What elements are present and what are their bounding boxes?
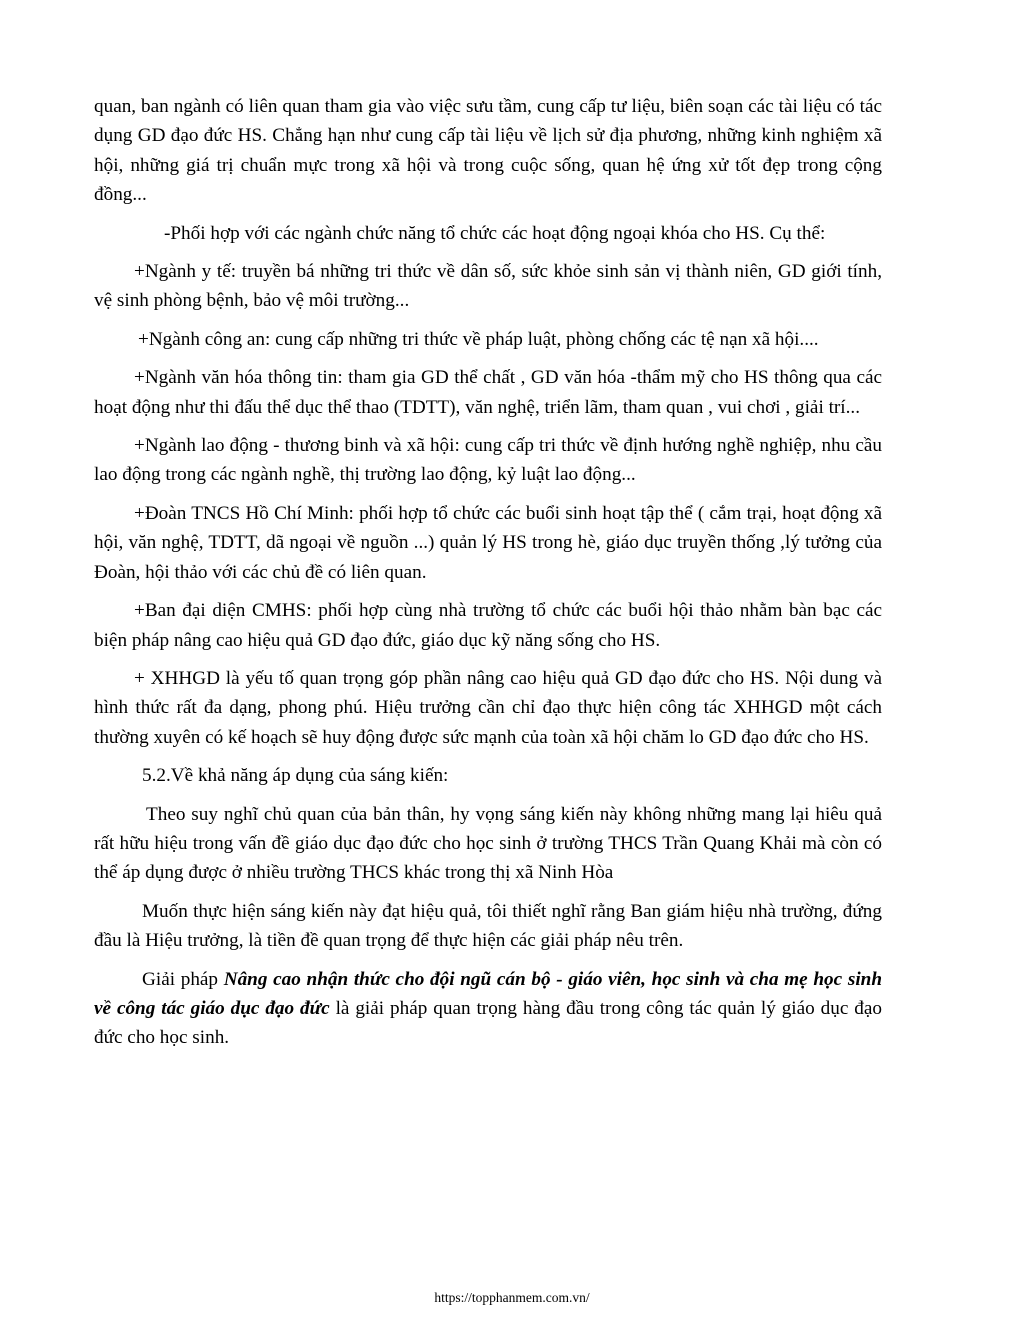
key-solution-lead: Giải pháp	[142, 968, 224, 990]
key-solution-emphasis: Nâng cao nhận thức cho đội ngũ cán bộ - giáo viên, học sinh và cha mẹ học sinh về công tác giáo dục đạo đức	[94, 968, 882, 1019]
paragraph-culture-sector: +Ngành văn hóa thông tin: tham gia GD thể chất , GD văn hóa -thẩm mỹ cho HS thông qua các hoạt động như thi đấu thể dục thể thao (TDTT), văn nghệ, triển lãm, tham quan , vui chơi , giải trí...	[94, 367, 882, 418]
paragraph-expectation: Theo suy nghĩ chủ quan của bản thân, hy vọng sáng kiến này không những mang lại hiêu quả rất hữu hiệu trong vấn đề giáo dục đạo đức cho học sinh ở trường THCS Trần Quang Khải mà còn có thể áp dụng được ở nhiều trường THCS khác trong thị xã Ninh Hòa	[94, 803, 882, 884]
paragraph-parents-board: +Ban đại diện CMHS: phối hợp cùng nhà trường tổ chức các buổi hội thảo nhằm bàn bạc các biện pháp nâng cao hiệu quả GD đạo đức, giáo dục kỹ năng sống cho HS.	[94, 600, 882, 651]
paragraph-police-sector: +Ngành công an: cung cấp những tri thức về pháp luật, phòng chống các tệ nạn xã hội....	[138, 328, 819, 350]
paragraph-youth-union: +Đoàn TNCS Hồ Chí Minh: phối hợp tổ chức các buổi sinh hoạt tập thể ( cắm trại, hoạt động xã hội, văn nghệ, TDTT, dã ngoại về nguồn ...) quản lý HS trong hè, giáo dục truyền thống ,lý tưởng của Đoàn, hội thảo với các chủ đề có liên quan.	[94, 502, 882, 583]
paragraph-health-sector: +Ngành y tế: truyền bá những tri thức về dân số, sức khỏe sinh sản vị thành niên, GD giới tính, vệ sinh phòng bệnh, bảo vệ môi trường...	[94, 261, 882, 312]
paragraph-continuation: quan, ban ngành có liên quan tham gia vào việc sưu tầm, cung cấp tư liệu, biên soạn các tài liệu có tác dụng GD đạo đức HS. Chẳng hạn như cung cấp tài liệu về lịch sử địa phương, những kinh nghiệm xã hội, những giá trị chuẩn mực trong xã hội và trong cuộc sống, quan hệ ứng xử tốt đẹp trong cộng đồng...	[94, 96, 882, 206]
paragraph-key-solution	[94, 965, 882, 1053]
paragraph-socialization: + XHHGD là yếu tố quan trọng góp phần nâng cao hiệu quả GD đạo đức cho HS. Nội dung và hình thức rất đa dạng, phong phú. Hiệu trưởng cần chỉ đạo thực hiện công tác XHHGD một cách thường xuyên có kế hoạch sẽ huy động được sức mạnh của toàn xã hội chăm lo GD đạo đức cho HS.	[94, 667, 882, 748]
footer-url: https://topphanmem.com.vn/	[434, 1290, 590, 1305]
paragraph-leadership: Muốn thực hiện sáng kiến này đạt hiệu quả, tôi thiết nghĩ rằng Ban giám hiệu nhà trường, đứng đầu là Hiệu trưởng, là tiền đề quan trọng để thực hiện các giải pháp nêu trên.	[94, 900, 882, 952]
key-solution-tail: là giải pháp quan trọng hàng đầu trong công tác quản lý giáo dục đạo đức cho học sinh.	[94, 997, 882, 1049]
document-page	[94, 92, 882, 1062]
paragraph-coordination-intro: -Phối hợp với các ngành chức năng tổ chức các hoạt động ngoại khóa cho HS. Cụ thể:	[164, 222, 826, 244]
section-heading-applicability: 5.2.Về khả năng áp dụng của sáng kiến:	[142, 765, 449, 787]
paragraph-labour-sector: +Ngành lao động - thương binh và xã hội: cung cấp tri thức về định hướng nghề nghiệp, nhu cầu lao động trong các ngành nghề, thị trường lao động, kỷ luật lao động...	[94, 435, 882, 486]
